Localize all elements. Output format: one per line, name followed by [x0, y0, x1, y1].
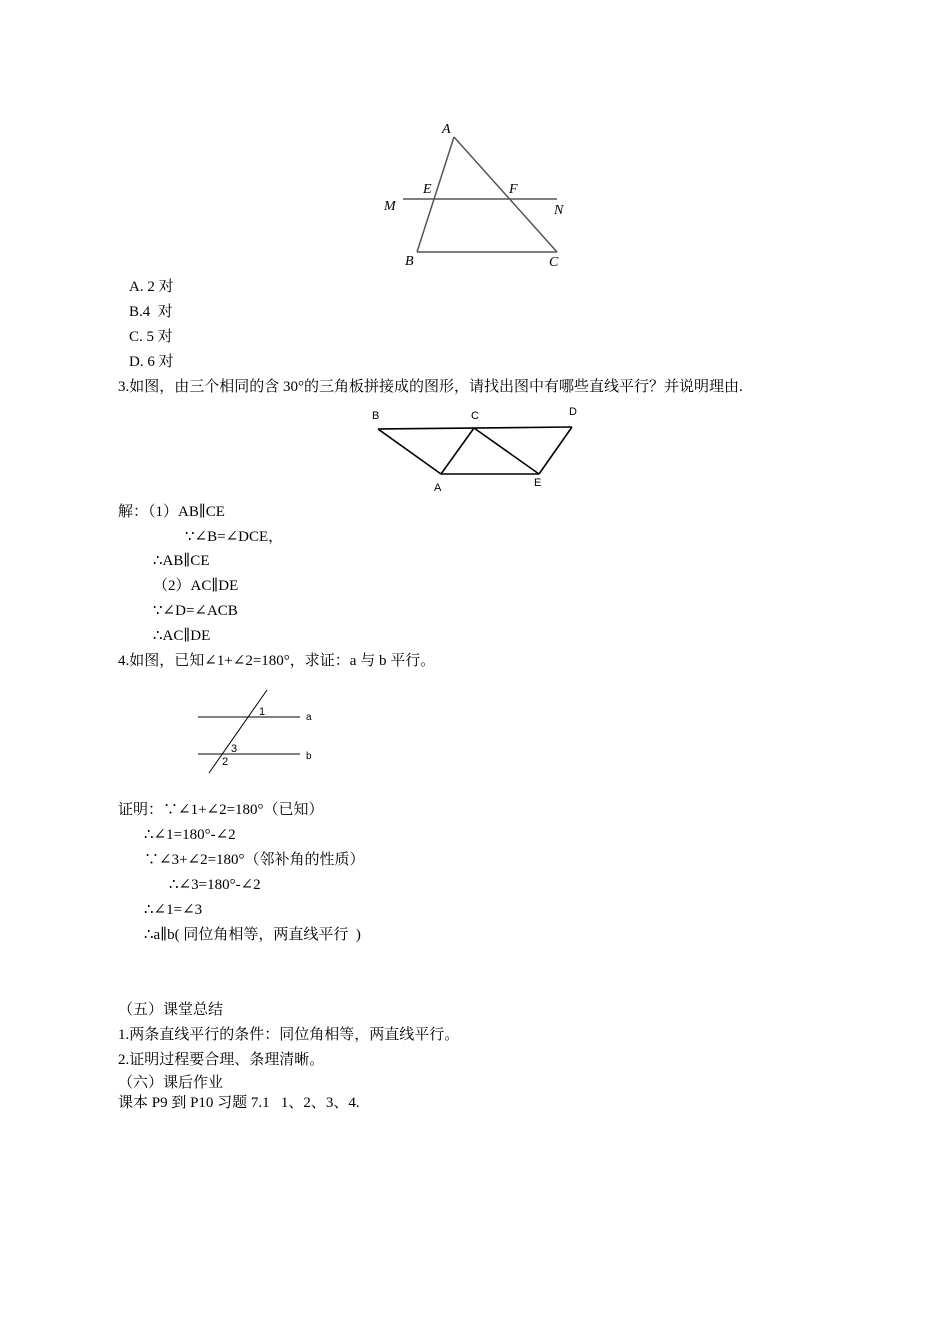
- triangle-mn-figure: [370, 115, 580, 275]
- solution-line-4: （2）AC∥DE: [153, 578, 239, 594]
- transversal: [209, 690, 267, 773]
- segment-ac: [441, 428, 474, 474]
- option-c: C. 5 对: [129, 329, 173, 345]
- solution-line-5: ∵∠D=∠ACB: [153, 603, 238, 619]
- label-f: F: [509, 182, 518, 197]
- proof-line-6: ∴a∥b( 同位角相等，两直线平行 ): [144, 927, 361, 943]
- label-b: B: [372, 410, 380, 422]
- summary-heading: （五）课堂总结: [118, 1002, 224, 1018]
- proof-line-3: ∵∠3+∠2=180°（邻补角的性质）: [144, 852, 365, 868]
- angle-1-label: 1: [259, 706, 266, 718]
- angle-3-label: 3: [231, 743, 238, 755]
- option-a: A. 2 对: [129, 279, 174, 295]
- label-d: D: [569, 406, 577, 418]
- label-a: A: [434, 482, 442, 494]
- proof-line-5: ∴∠1=∠3: [144, 902, 203, 918]
- label-c: C: [471, 410, 479, 422]
- proof-line-4: ∴∠3=180°-∠2: [169, 877, 261, 893]
- segment-ce: [474, 428, 539, 474]
- parallel-lines-figure: [190, 685, 330, 777]
- label-b: B: [405, 254, 414, 269]
- segment-ac: [454, 137, 557, 252]
- proof-line-1: 证明：∵∠1+∠2=180°（已知）: [118, 802, 324, 818]
- label-m: M: [384, 199, 396, 214]
- angle-2-label: 2: [222, 756, 229, 768]
- label-n: N: [554, 203, 564, 218]
- triangle-rulers-figure: [365, 402, 590, 494]
- label-a: A: [442, 122, 451, 137]
- summary-item-1: 1.两条直线平行的条件：同位角相等，两直线平行。: [118, 1027, 460, 1043]
- question-4: 4.如图，已知∠1+∠2=180°，求证：a 与 b 平行。: [118, 653, 436, 669]
- homework-heading: （六）课后作业: [118, 1075, 224, 1091]
- option-d: D. 6 对: [129, 354, 174, 370]
- line-a-label: a: [306, 712, 312, 723]
- solution-line-3: ∴AB∥CE: [153, 553, 210, 569]
- label-c: C: [549, 255, 559, 270]
- question-3: 3.如图，由三个相同的含 30°的三角板拼接成的图形，请找出图中有哪些直线平行？并说明理由.: [118, 379, 743, 395]
- summary-item-2: 2.证明过程要合理、条理清晰。: [118, 1052, 325, 1068]
- solution-line-1: 解：（1）AB∥CE: [118, 504, 225, 520]
- segment-de: [539, 427, 572, 474]
- option-b: B.4 对: [129, 304, 173, 320]
- line-b-label: b: [306, 751, 312, 762]
- label-e: E: [423, 182, 432, 197]
- segment-ba: [378, 429, 441, 474]
- solution-line-6: ∴AC∥DE: [153, 628, 211, 644]
- solution-line-2: ∵∠B=∠DCE，: [185, 529, 284, 545]
- proof-line-2: ∴∠1=180°-∠2: [144, 827, 236, 843]
- homework-text: 课本 P9 到 P10 习题 7.1 1、2、3、4.: [118, 1095, 360, 1111]
- label-e: E: [534, 477, 542, 489]
